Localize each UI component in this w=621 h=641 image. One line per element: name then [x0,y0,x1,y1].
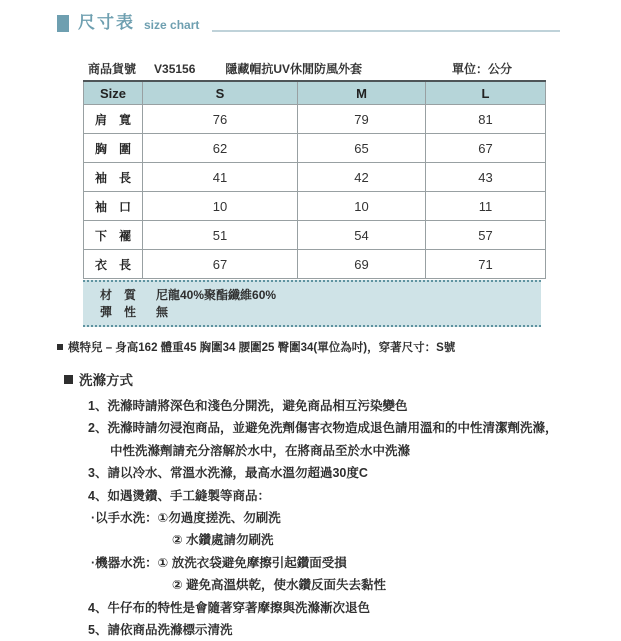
cell-value: 71 [426,250,546,279]
size-s-header: S [143,81,298,105]
section-header [57,13,560,33]
square-bullet-icon [64,375,73,384]
size-m-header: M [298,81,426,105]
elasticity-row [83,304,541,320]
model-info [57,339,621,355]
material-label: 材 質 [100,288,137,302]
header-rule [212,30,560,32]
washing-line: ② 避免高溫烘乾，使水鑽反面失去黏性 [172,578,387,593]
square-bullet-icon [57,344,63,350]
washing-line: 4、牛仔布的特性是會隨著穿著摩擦與洗滌漸次退色 [88,600,370,615]
cell-value: 65 [298,134,426,163]
washing-line: 3、請以冷水、常溫水洗滌，最高水溫勿超過30度C [88,466,368,481]
washing-line: 4、如遇燙鑽、手工縫製等商品： [88,488,270,503]
product-name: 隱藏帽抗UV休閒防風外套 [225,62,363,76]
row-label: 肩 寬 [84,105,143,134]
washing-line: ·以手水洗：①勿過度搓洗、勿刷洗 [91,511,281,526]
cell-value: 10 [298,192,426,221]
unit-label: 單位：公分 [451,62,512,76]
material-band [83,280,541,327]
cell-value: 41 [143,163,298,192]
row-label: 下 襬 [84,221,143,250]
washing-line: 2、洗滌時請勿浸泡商品，並避免洗劑傷害衣物造成退色請用溫和的中性清潔劑洗滌， [88,421,558,436]
page-subtitle: size chart [144,18,200,32]
model-info-text: 模特兒 – 身高162 體重45 胸圍34 腰圍25 臀圍34(單位為吋)，穿著尺寸：S號 [68,342,456,354]
washing-line: 5、請依商品洗滌標示清洗 [88,623,233,638]
material-value: 尼龍40%聚酯纖維60% [156,288,277,302]
table-row [84,250,546,279]
cell-value: 54 [298,221,426,250]
table-row [84,192,546,221]
cell-value: 79 [298,105,426,134]
cell-value: 67 [426,134,546,163]
cell-value: 10 [143,192,298,221]
washing-line: 1、洗滌時請將深色和淺色分開洗，避免商品相互污染變色 [88,399,408,413]
washing-heading-text: 洗滌方式 [79,373,133,388]
table-row [84,105,546,134]
washing-section-heading [64,369,621,389]
page-title: 尺寸表 [78,13,135,32]
product-code-label: 商品貨號 [88,62,137,76]
cell-value: 57 [426,221,546,250]
cell-value: 43 [426,163,546,192]
table-row [84,163,546,192]
elasticity-value: 無 [156,305,169,319]
row-label: 衣 長 [84,250,143,279]
size-table [83,80,546,279]
washing-line: ② 水鑽處請勿刷洗 [172,533,274,548]
row-label: 胸 圍 [84,134,143,163]
cell-value: 11 [426,192,546,221]
size-column-header: Size [84,81,143,105]
product-code: V35156 [154,62,196,76]
cell-value: 42 [298,163,426,192]
product-info-row [88,60,512,77]
elasticity-label: 彈 性 [100,305,137,319]
material-row [83,287,541,303]
cell-value: 51 [143,221,298,250]
cell-value: 76 [143,105,298,134]
cell-value: 62 [143,134,298,163]
cell-value: 67 [143,250,298,279]
row-label: 袖 長 [84,163,143,192]
size-table-header-row [84,81,546,105]
section-marker-icon [57,15,69,32]
size-l-header: L [426,81,546,105]
washing-line: ·機器水洗：① 放洗衣袋避免摩擦引起鑽面受損 [91,555,347,570]
table-row [84,134,546,163]
washing-line: 中性洗滌劑請充分溶解於水中，在將商品至於水中洗滌 [110,443,411,458]
table-row [84,221,546,250]
cell-value: 81 [426,105,546,134]
row-label: 袖 口 [84,192,143,221]
washing-instructions [88,395,621,641]
cell-value: 69 [298,250,426,279]
